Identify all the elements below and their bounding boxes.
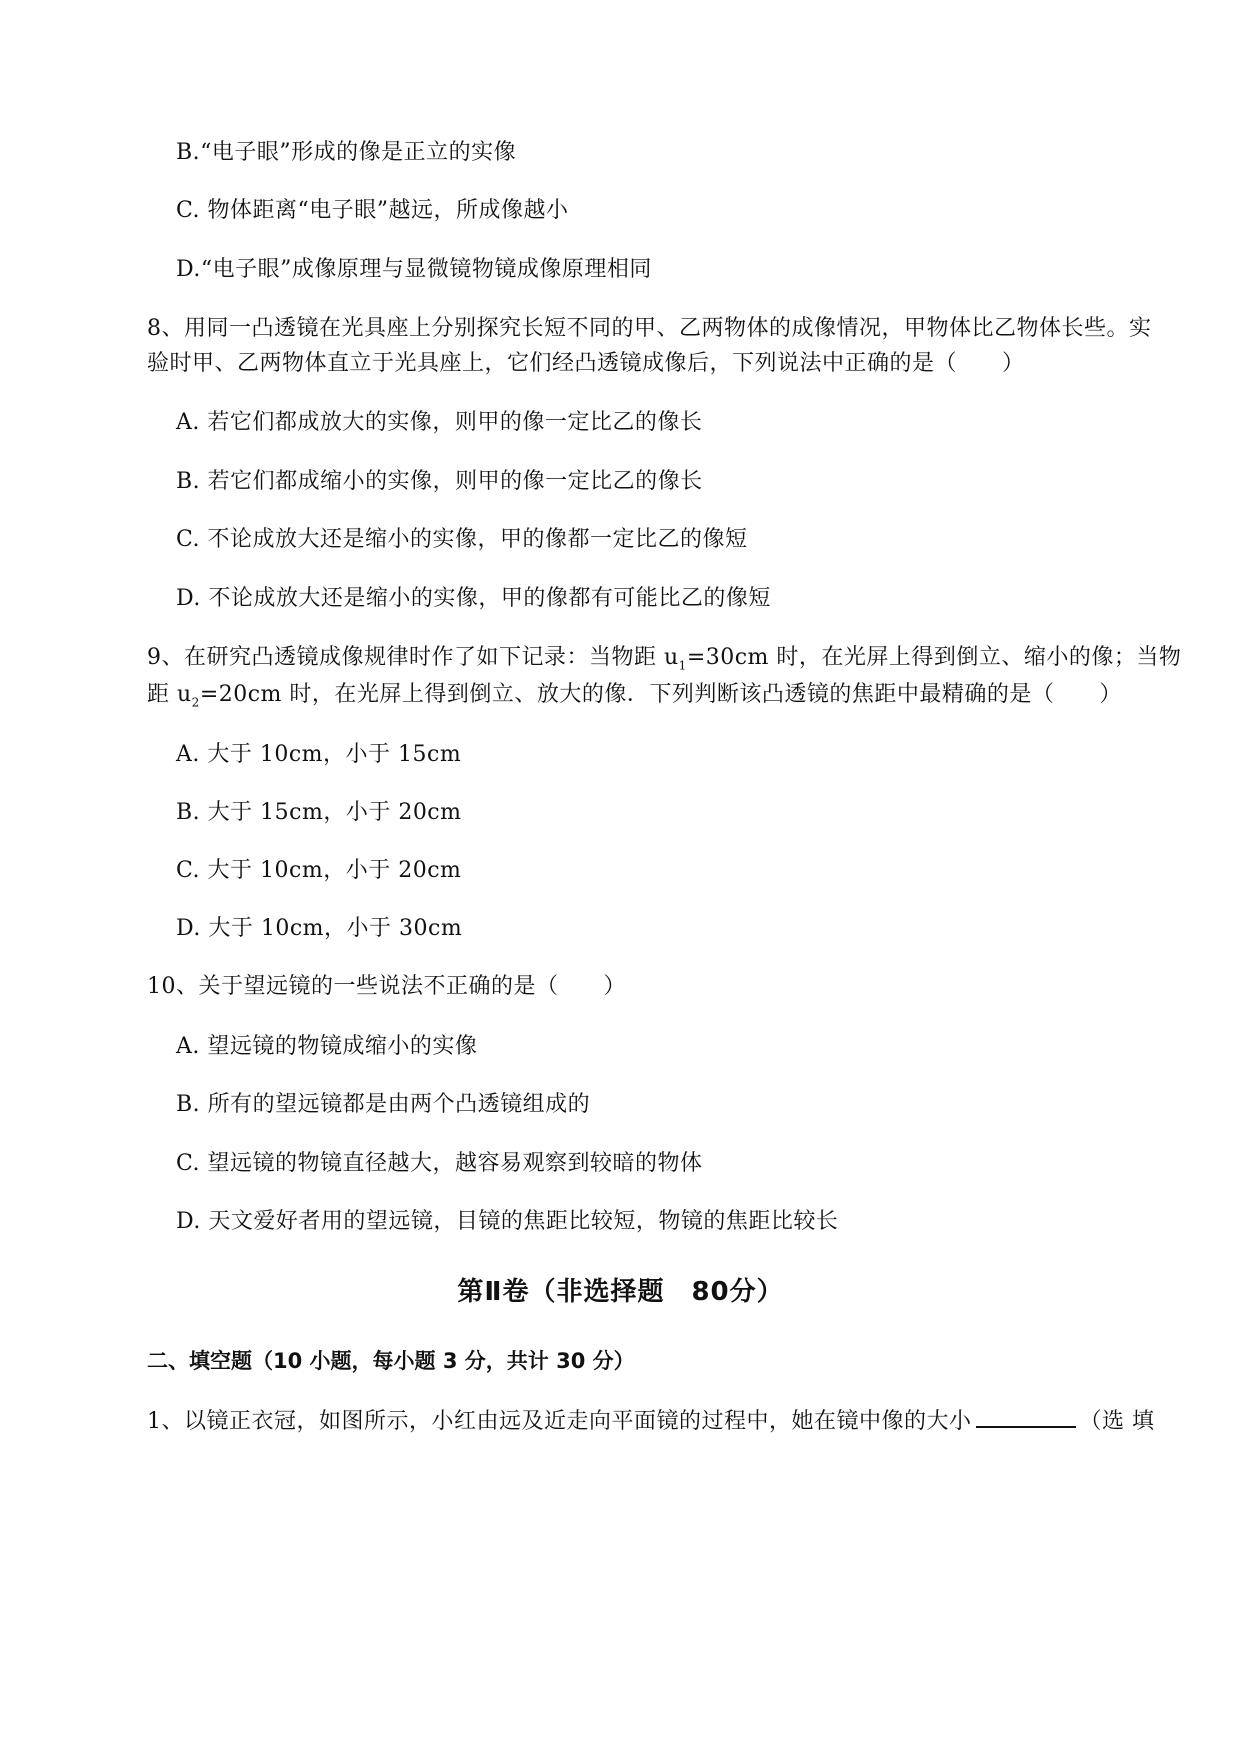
q8-option-a: A. 若它们都成放大的实像，则甲的像一定比乙的像长 (176, 410, 703, 435)
q9-option-c: C. 大于 10cm，小于 20cm (176, 858, 462, 883)
q7-option-d: D.“电子眼”成像原理与显微镜物镜成像原理相同 (176, 257, 652, 282)
q9-option-b: B. 大于 15cm，小于 20cm (176, 800, 462, 825)
q7-option-c: C. 物体距离“电子眼”越远，所成像越小 (176, 198, 569, 223)
q10-stem: 10、关于望远镜的一些说法不正确的是（ ） (147, 974, 626, 999)
q9-u1-subscript: 1 (678, 658, 687, 673)
q9-stem-line-1-part-b: =30cm 时，在光屏上得到倒立、缩小的像；当物 (686, 645, 1182, 670)
q7-option-b: B.“电子眼”形成的像是正立的实像 (176, 140, 517, 165)
q10-option-c: C. 望远镜的物镜直径越大，越容易观察到较暗的物体 (176, 1151, 703, 1176)
q9-stem-line-2-part-b: =20cm 时，在光屏上得到倒立、放大的像．下列判断该凸透镜的焦距中最精确的是（ ） (199, 682, 1122, 707)
q9-stem-line-2 (147, 680, 1122, 717)
q8-option-c: C. 不论成放大还是缩小的实像，甲的像都一定比乙的像短 (176, 527, 748, 552)
q9-stem-line-1 (147, 643, 1181, 680)
q8-stem-line-2: 验时甲、乙两物体直立于光具座上，它们经凸透镜成像后，下列说法中正确的是（ ） (147, 351, 1025, 376)
part-2-title: 第Ⅱ卷（非选择题 80分） (457, 1277, 784, 1307)
q8-stem-line-1: 8、用同一凸透镜在光具座上分别探究长短不同的甲、乙两物体的成像情况，甲物体比乙物体长些。实 (147, 316, 1152, 341)
q8-option-d: D. 不论成放大还是缩小的实像，甲的像都有可能比乙的像短 (176, 586, 771, 611)
fill-q1-text-a: 1、以镜正衣冠，如图所示，小红由远及近走向平面镜的过程中，她在镜中像的大小 (147, 1409, 972, 1434)
q9-stem-line-2-part-a: 距 u (147, 682, 192, 707)
q9-u2-subscript: 2 (191, 695, 200, 710)
section-2-title: 二、填空题（10 小题，每小题 3 分，共计 30 分） (147, 1349, 635, 1373)
q9-option-d: D. 大于 10cm，小于 30cm (176, 916, 463, 941)
q10-option-d: D. 天文爱好者用的望远镜，目镜的焦距比较短，物镜的焦距比较长 (176, 1209, 839, 1234)
fill-q1-stem (147, 1404, 1155, 1437)
q9-option-a: A. 大于 10cm，小于 15cm (176, 742, 462, 767)
q10-option-a: A. 望远镜的物镜成缩小的实像 (176, 1034, 478, 1059)
q9-stem-line-1-part-a: 9、在研究凸透镜成像规律时作了如下记录：当物距 u (147, 645, 679, 670)
q8-option-b: B. 若它们都成缩小的实像，则甲的像一定比乙的像长 (176, 469, 703, 494)
fill-q1-answer-blank (976, 1404, 1076, 1428)
fill-q1-text-b: （选 填 (1079, 1409, 1155, 1434)
q10-option-b: B. 所有的望远镜都是由两个凸透镜组成的 (176, 1092, 591, 1117)
